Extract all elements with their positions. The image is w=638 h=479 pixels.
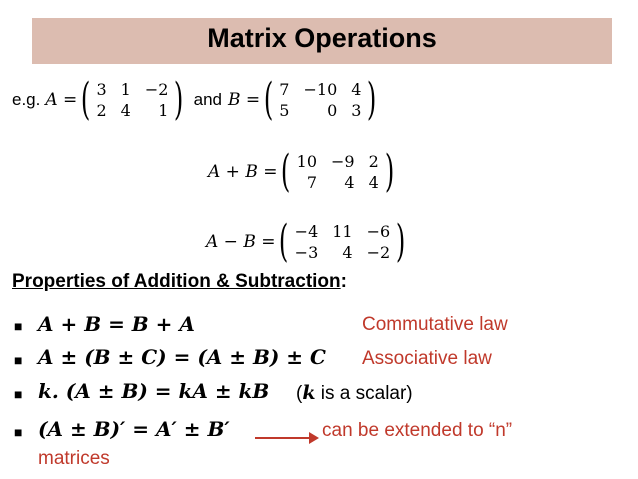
example-prefix: e.g. xyxy=(12,90,41,109)
left-paren-icon: ( xyxy=(279,216,289,267)
extension-note-continued: matrices xyxy=(38,448,110,469)
properties-heading xyxy=(12,271,347,293)
matrix-cell: 2 xyxy=(368,152,379,171)
matrix-cell: 10 xyxy=(296,152,318,171)
matrix-cell: 7 xyxy=(279,80,290,99)
left-paren-icon: ( xyxy=(81,74,91,125)
example-definition-row xyxy=(12,74,381,125)
property-transpose xyxy=(38,417,230,441)
square-bullet-icon: ■ xyxy=(14,318,23,334)
scalar-note-k: k xyxy=(302,382,316,404)
extension-note: can be extended to “n” xyxy=(322,420,513,441)
properties-heading-text: Properties of Addition & Subtraction xyxy=(12,271,341,292)
difference-row xyxy=(206,216,409,267)
property-commutative xyxy=(38,312,195,336)
sum-row xyxy=(208,146,398,197)
scalar-note-rest: is a scalar) xyxy=(315,383,413,404)
difference-lhs: A − B = xyxy=(206,232,276,252)
matrix-cell: 4 xyxy=(342,243,353,262)
right-arrow-icon xyxy=(255,437,313,439)
matrix-cell: 1 xyxy=(120,80,131,99)
associative-law-label: Associative law xyxy=(362,348,492,369)
commutative-law-label: Commutative law xyxy=(362,314,508,335)
right-paren-icon: ) xyxy=(174,74,184,125)
matrix-a xyxy=(94,80,170,120)
commutative-formula: A + B = B + A xyxy=(38,312,195,336)
matrix-b xyxy=(277,80,363,120)
square-bullet-icon: ■ xyxy=(14,424,23,440)
property-scalar xyxy=(38,379,269,403)
and-text: and xyxy=(193,90,222,109)
matrix-cell: 3 xyxy=(96,80,107,99)
matrix-cell: 2 xyxy=(96,101,107,120)
matrix-cell: 11 xyxy=(332,222,353,241)
left-paren-icon: ( xyxy=(263,74,274,125)
matrix-b-lhs: B = xyxy=(227,90,261,110)
right-paren-icon: ) xyxy=(367,74,377,125)
matrix-cell: 5 xyxy=(279,101,290,120)
matrix-cell: 3 xyxy=(351,101,362,120)
matrix-sum xyxy=(295,152,381,192)
page-title: Matrix Operations xyxy=(207,23,437,53)
associative-formula: A ± (B ± C) = (A ± B) ± C xyxy=(38,345,326,369)
matrix-cell: 1 xyxy=(158,101,169,120)
matrix-cell: −3 xyxy=(294,243,319,262)
heading-colon: : xyxy=(340,271,347,292)
matrix-cell: 4 xyxy=(368,173,379,192)
matrix-a-lhs: A = xyxy=(45,90,78,110)
square-bullet-icon: ■ xyxy=(14,352,23,368)
property-associative xyxy=(38,345,326,369)
transpose-formula: (A ± B)′ = A′ ± B′ xyxy=(38,417,230,441)
matrix-cell: −2 xyxy=(366,243,391,262)
arrow-head xyxy=(309,432,319,444)
square-bullet-icon: ■ xyxy=(14,386,23,402)
right-paren-icon: ) xyxy=(384,146,395,197)
scalar-formula: k. (A ± B) = kA ± kB xyxy=(38,379,270,403)
matrix-cell: 4 xyxy=(344,173,355,192)
matrix-cell: 0 xyxy=(327,101,338,120)
matrix-cell: 7 xyxy=(306,173,318,192)
matrix-cell: 4 xyxy=(120,101,131,120)
matrix-cell: −9 xyxy=(331,152,355,171)
matrix-cell: −4 xyxy=(294,222,319,241)
left-paren-icon: ( xyxy=(281,146,291,197)
matrix-cell: 4 xyxy=(351,80,362,99)
matrix-cell: −6 xyxy=(366,222,391,241)
scalar-note-open: ( xyxy=(296,383,303,404)
matrix-cell: −10 xyxy=(303,80,338,99)
sum-lhs: A + B = xyxy=(208,162,278,182)
title-band xyxy=(32,18,612,64)
scalar-note xyxy=(296,382,413,405)
right-paren-icon: ) xyxy=(396,216,406,267)
matrix-difference xyxy=(293,222,393,262)
matrix-cell: −2 xyxy=(144,80,169,99)
